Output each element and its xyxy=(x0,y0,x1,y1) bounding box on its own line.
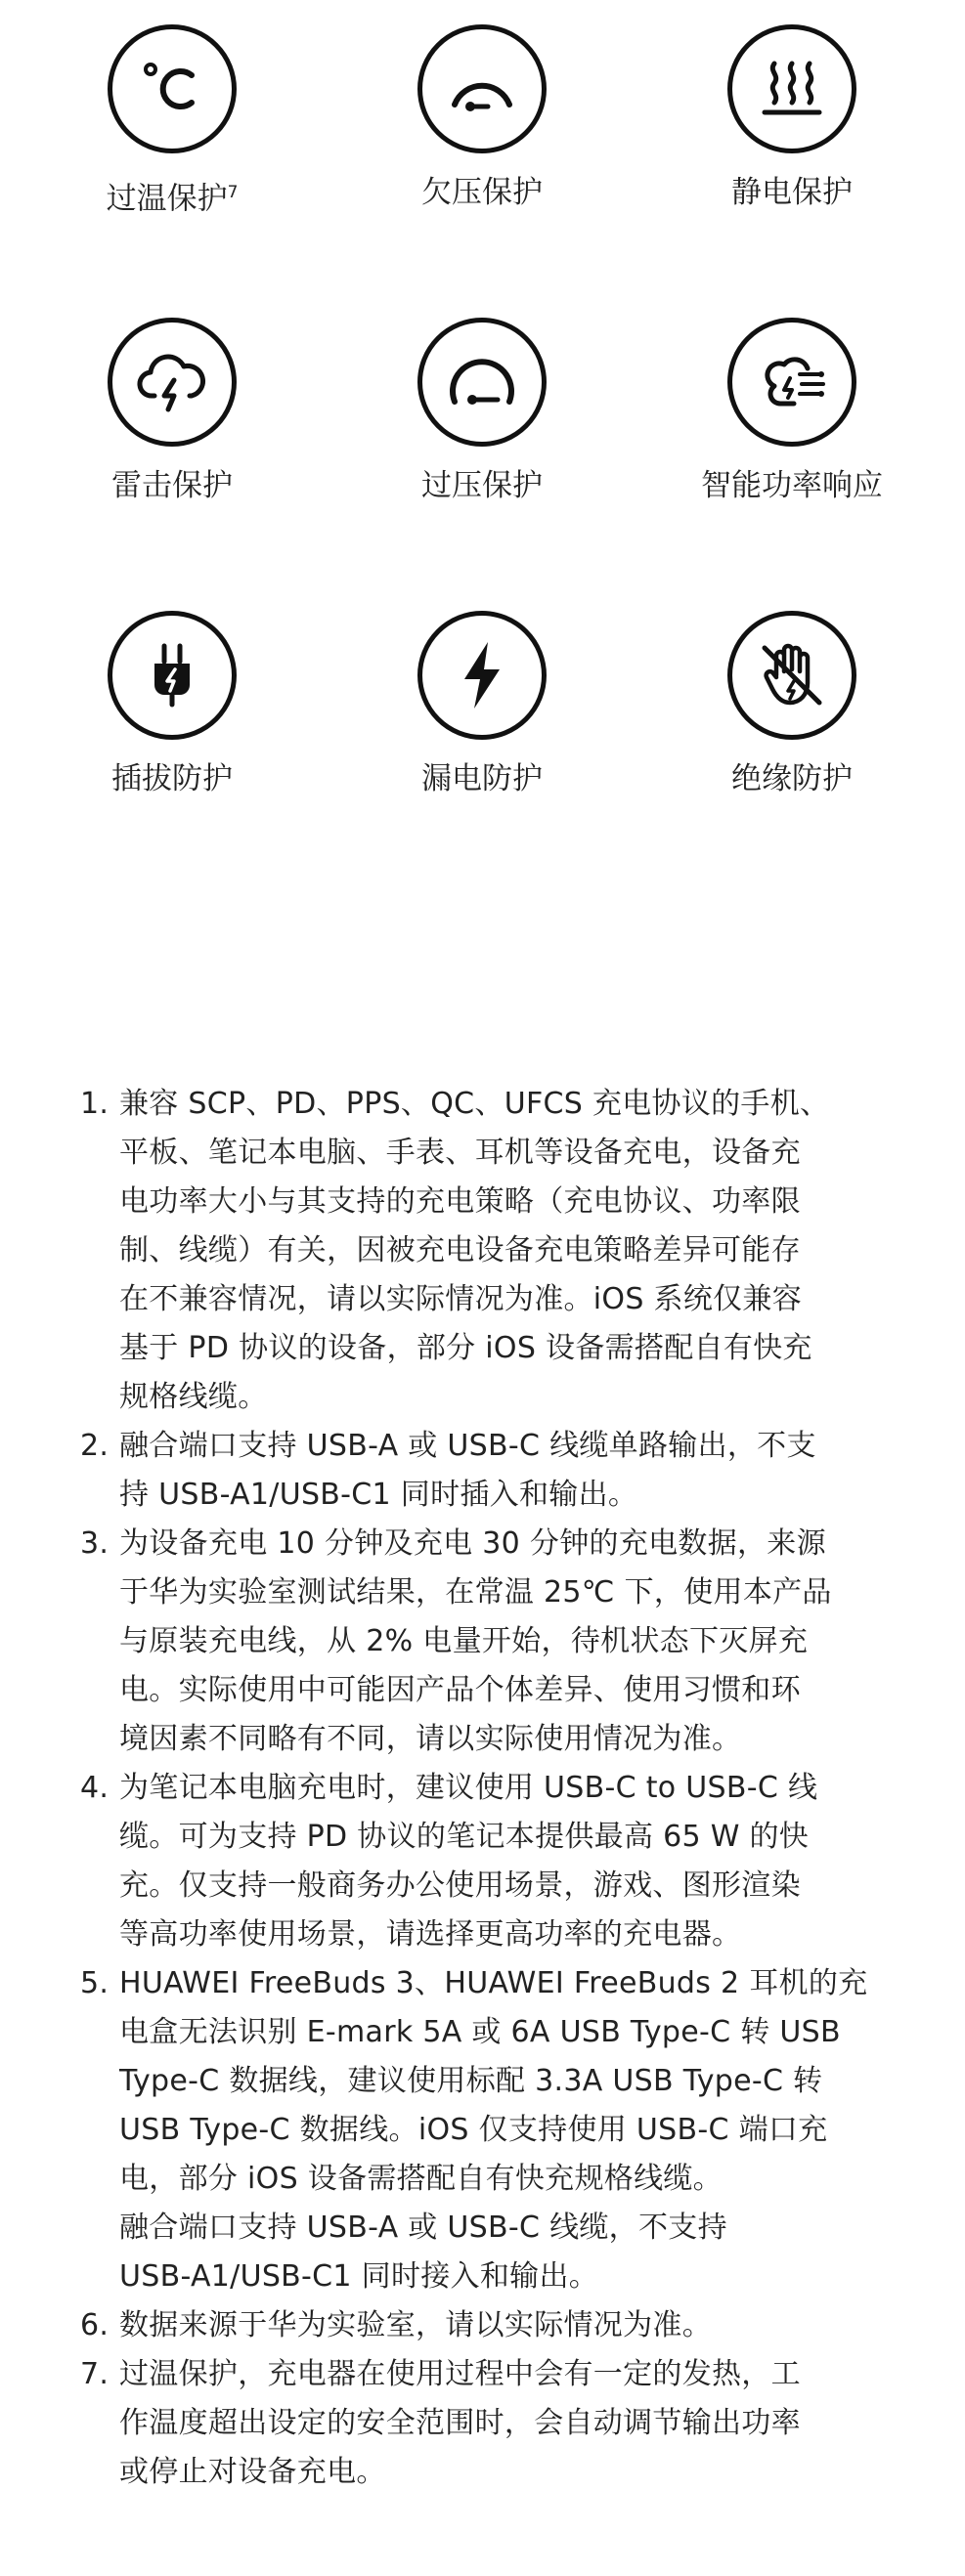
footnote-item xyxy=(80,2350,892,2497)
feature-lightning-strike xyxy=(25,318,319,505)
footnote-text: 过温保护，充电器在使用过程中会有一定的发热，工 作温度超出设定的安全范围时，会自动调节输出功率 或停止对设备充电。 xyxy=(119,2357,801,2489)
feature-label: 智能功率响应 xyxy=(701,468,883,503)
feature-label: 欠压保护 xyxy=(421,175,543,210)
feature-label: 雷击保护 xyxy=(111,468,233,503)
footnote-number: 2. xyxy=(80,1429,110,1463)
footnotes-list xyxy=(80,1080,892,2497)
feature-electrostatic xyxy=(645,24,939,212)
feature-label: 漏电防护 xyxy=(421,761,543,796)
lightning-bolt-icon xyxy=(417,611,547,740)
static-heat-waves-icon xyxy=(727,24,856,153)
footnote-item xyxy=(80,1422,892,1520)
high-voltage-gauge-icon xyxy=(417,318,547,447)
insulated-hand-icon xyxy=(727,611,856,740)
footnote-item xyxy=(80,1080,892,1422)
feature-label: 过压保护 xyxy=(421,468,543,503)
feature-over-voltage xyxy=(335,318,629,505)
feature-label: 绝缘防护 xyxy=(731,761,853,796)
feature-insulation xyxy=(645,611,939,798)
feature-smart-power xyxy=(645,318,939,505)
protection-features-grid xyxy=(0,0,965,880)
low-voltage-gauge-icon xyxy=(417,24,547,153)
footnote-number: 5. xyxy=(80,1966,110,2000)
footnote-item xyxy=(80,2301,892,2350)
feature-label: 插拔防护 xyxy=(111,761,233,796)
footnote-number: 7. xyxy=(80,2357,110,2391)
footnote-item xyxy=(80,1520,892,1764)
footnote-number: 6. xyxy=(80,2308,110,2342)
smart-power-brain-icon xyxy=(727,318,856,447)
footnote-number: 3. xyxy=(80,1526,110,1561)
footnote-text: 为笔记本电脑充电时，建议使用 USB-C to USB-C 线 缆。可为支持 PD 协议的笔记本提供最高 65 W 的快 充。仅支持一般商务办公使用场景，游戏、图形渲染 等高功率使用场景，请选择更高功率的充电器。 xyxy=(119,1771,818,1952)
footnote-text: 兼容 SCP、PD、PPS、QC、UFCS 充电协议的手机、 平板、笔记本电脑、手表、耳机等设备充电，设备充 电功率大小与其支持的充电策略（充电协议、功率限 制、线缆）有关，因被充电设备充电策略差异可能存 在不兼容情况，请以实际情况为准。iOS 系统仅兼容 基于 PD 协议的设备，部分 iOS 设备需搭配自有快充 规格线缆。 xyxy=(119,1087,830,1414)
feature-label: 静电保护 xyxy=(731,175,853,210)
feature-leakage-protection xyxy=(335,611,629,798)
feature-over-temperature xyxy=(25,24,319,218)
feature-label: 过温保护$^7$ xyxy=(106,181,239,217)
footnote-text: HUAWEI FreeBuds 3、HUAWEI FreeBuds 2 耳机的充 电盒无法识别 E-mark 5A 或 6A USB Type-C 转 USB Type-C 数据线，建议使用标配 3.3A USB Type-C 转 USB Type-C 数据线。iOS 仅支持使用 USB-C 端口充 电，部分 iOS 设备需搭配自有快充规格线缆。 融合端口支持 USB-A 或 USB-C 线缆，不支持 USB-A1/USB-C1 同时接入和输出。 xyxy=(119,1966,868,2294)
footnote-item xyxy=(80,1959,892,2301)
footnote-text: 融合端口支持 USB-A 或 USB-C 线缆单路输出，不支 持 USB-A1/USB-C1 同时插入和输出。 xyxy=(119,1429,816,1512)
footnote-text: 为设备充电 10 分钟及充电 30 分钟的充电数据，来源 于华为实验室测试结果，在常温 25℃ 下，使用本产品 与原装充电线，从 2% 电量开始，待机状态下灭屏充 电。实际使用中可能因产品个体差异、使用习惯和环 境因素不同略有不同，请以实际使用情况为准。 xyxy=(119,1526,832,1756)
footnote-item xyxy=(80,1764,892,1959)
thermometer-celsius-icon xyxy=(108,24,237,153)
lightning-cloud-icon xyxy=(108,318,237,447)
footnote-text: 数据来源于华为实验室，请以实际情况为准。 xyxy=(119,2308,712,2342)
plug-icon xyxy=(108,611,237,740)
feature-under-voltage xyxy=(335,24,629,212)
footnote-number: 4. xyxy=(80,1771,110,1805)
footnote-number: 1. xyxy=(80,1087,110,1121)
feature-plug-protection xyxy=(25,611,319,798)
